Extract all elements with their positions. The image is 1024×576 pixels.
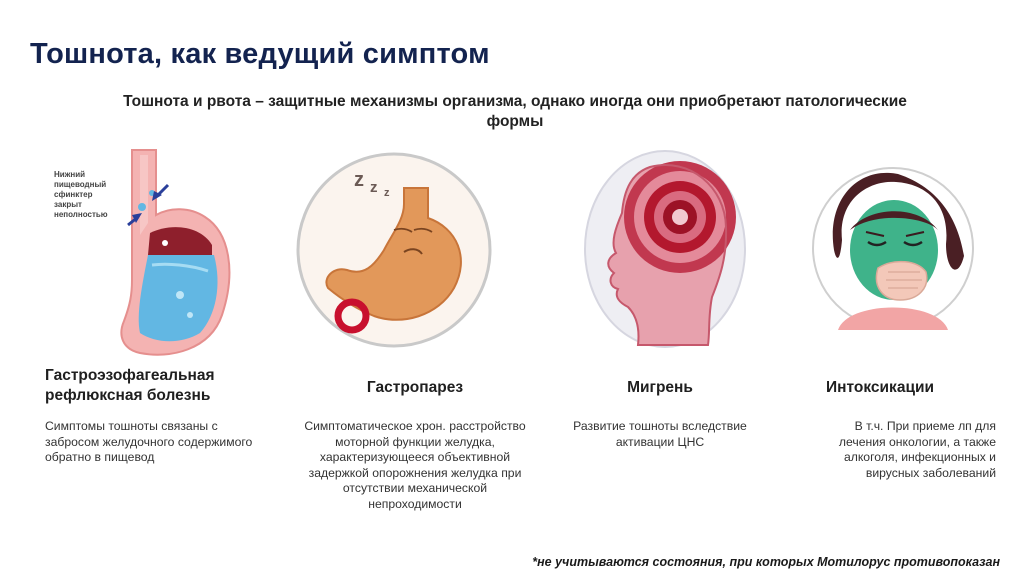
- column-title-migraine: Мигрень: [627, 379, 693, 396]
- column-title-gastroparesis: Гастропарез: [366, 379, 464, 396]
- sleepy-stomach-icon: [292, 148, 497, 353]
- svg-text:z: z: [370, 179, 378, 196]
- svg-text:z: z: [384, 187, 390, 199]
- column-desc-intoxication: В т.ч. При приеме лп для лечения онкологии, а также алкоголя, инфекционных и вирусных заболеваний: [838, 419, 996, 480]
- sleep-z-icon: z: [354, 169, 364, 191]
- page-title: Тошнота, как ведущий симптом: [30, 38, 490, 70]
- svg-text:Нижний пищеводный сфин: Нижний пищеводный сфинктер закрыт неполностью: [54, 170, 108, 219]
- column-desc-gerd: Симптомы тошноты связаны с забросом желудочного содержимого обратно в пищевод: [45, 419, 253, 464]
- column-desc-gastroparesis: Симптоматическое хрон. расстройство моторной функции желудка, характеризующееся объективной задержкой опорожнения желудка при отсутствии механической непроходимости: [304, 419, 526, 511]
- migraine-head-icon: [580, 147, 750, 352]
- footnote: *не учитываются состояния, при которых Мотилорус противопоказан: [532, 555, 1000, 569]
- column-title-intoxication: Интоксикации: [826, 379, 935, 396]
- column-title-gerd: Гастроэзофагеальная рефлюксная болезнь: [45, 367, 215, 404]
- column-desc-migraine: Развитие тошноты вследствие активации ЦНС: [573, 419, 747, 449]
- stomach-reflux-icon: [40, 145, 250, 360]
- nauseous-person-icon: [808, 160, 978, 340]
- page-subtitle: Тошнота и рвота – защитные механизмы организма, однако иногда они приобретают патологические формы: [123, 93, 907, 130]
